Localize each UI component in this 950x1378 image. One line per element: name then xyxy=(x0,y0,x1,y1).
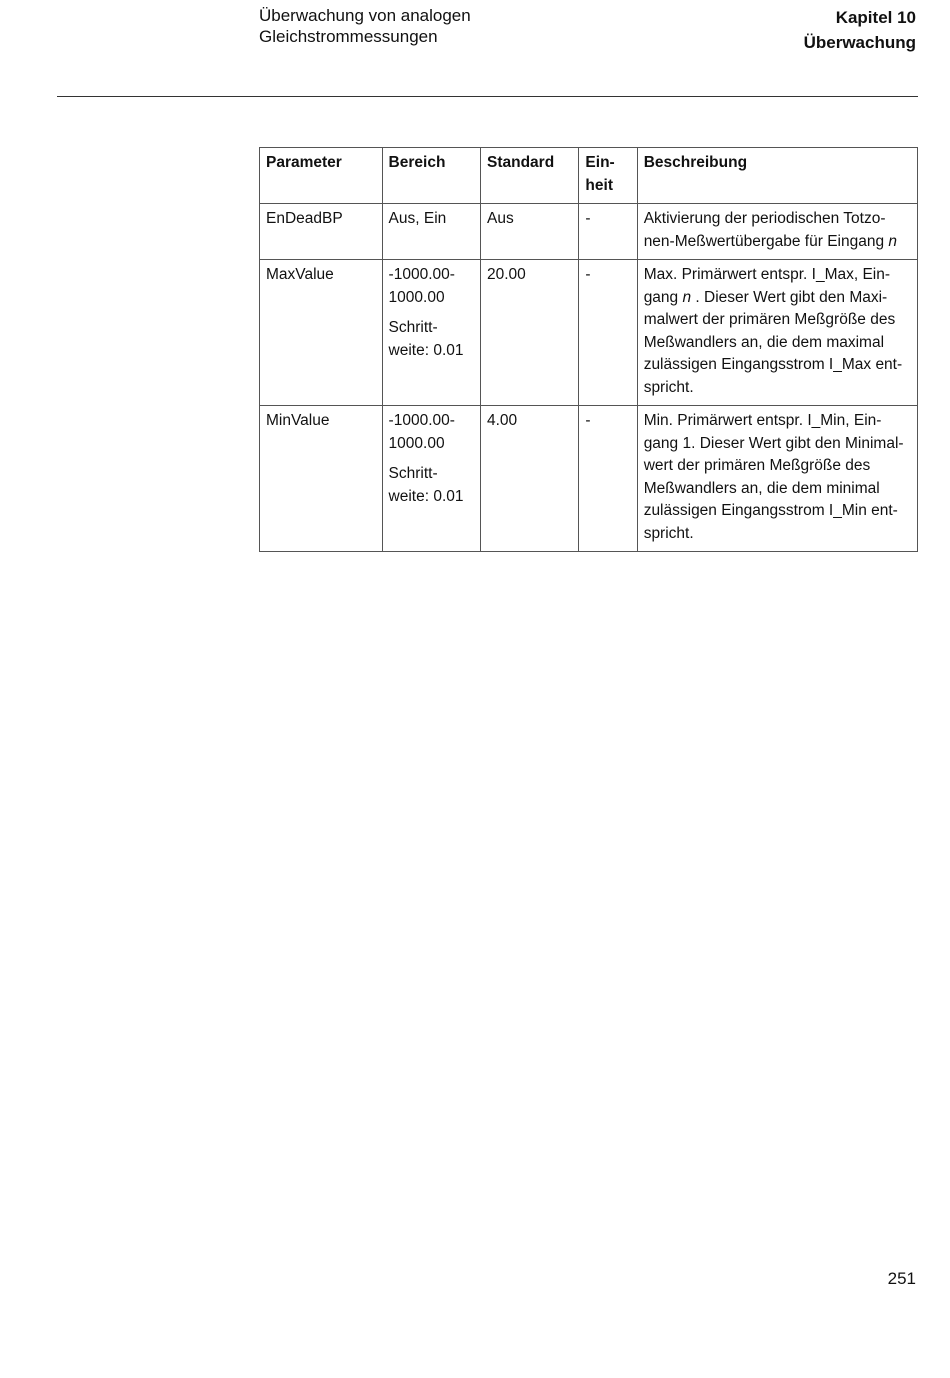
header-section-line-2: Gleichstrommessungen xyxy=(259,27,438,46)
running-header-chapter xyxy=(804,5,916,55)
step-line: Schritt- xyxy=(388,319,438,336)
cell-standard: 20.00 xyxy=(480,260,578,406)
column-header-beschreibung: Beschreibung xyxy=(637,148,917,204)
table-header-row xyxy=(260,148,918,204)
header-section-line-1: Überwachung von analogen xyxy=(259,6,471,25)
table-row xyxy=(260,260,918,406)
cell-einheit: - xyxy=(579,406,637,552)
column-header-parameter: Parameter xyxy=(260,148,383,204)
table-row xyxy=(260,204,918,260)
column-header-bereich: Bereich xyxy=(382,148,480,204)
parameter-table xyxy=(259,147,918,552)
range-line: -1000.00- xyxy=(388,266,455,283)
variable-n: n xyxy=(888,232,898,250)
cell-bereich xyxy=(382,260,480,406)
cell-parameter: EnDeadBP xyxy=(260,204,383,260)
description-line: wert der primären Meßgröße des xyxy=(643,457,871,474)
description-text: . Dieser Wert gibt den Maxi- xyxy=(691,288,888,306)
cell-standard: 4.00 xyxy=(480,406,578,552)
description-line: Meßwandlers an, die dem minimal xyxy=(643,479,880,497)
page-number: 251 xyxy=(887,1269,916,1288)
header-divider xyxy=(57,96,918,97)
description-line xyxy=(644,231,911,254)
step-line: Schritt- xyxy=(388,465,438,482)
description-line: Min. Primärwert entspr. I_Min, Ein- xyxy=(643,412,882,429)
cell-einheit: - xyxy=(579,260,637,406)
description-line: spricht. xyxy=(643,378,694,396)
column-header-einheit-line-2: heit xyxy=(585,176,613,194)
description-line: gang 1. Dieser Wert gibt den Minimal- xyxy=(643,434,904,452)
variable-n: n xyxy=(682,288,692,306)
running-header-section xyxy=(259,5,471,47)
header-chapter-number: Kapitel 10 xyxy=(835,8,916,27)
description-line: zulässigen Eingangsstrom I_Max ent- xyxy=(643,356,903,373)
range-line: 1000.00 xyxy=(388,288,445,306)
cell-bereich xyxy=(382,406,480,552)
cell-parameter: MinValue xyxy=(260,406,383,552)
description-line: malwert der primären Meßgröße des xyxy=(643,311,896,328)
cell-beschreibung xyxy=(637,260,917,406)
description-text: gang xyxy=(643,288,683,306)
cell-beschreibung xyxy=(637,204,917,260)
cell-einheit: - xyxy=(579,204,637,260)
description-line: Meßwandlers an, die dem maximal xyxy=(643,333,885,351)
description-line: spricht. xyxy=(643,524,694,542)
cell-bereich: Aus, Ein xyxy=(382,204,480,260)
header-chapter-title: Überwachung xyxy=(803,33,916,52)
description-line xyxy=(644,287,911,310)
cell-standard: Aus xyxy=(480,204,578,260)
range-line: -1000.00- xyxy=(388,412,455,429)
range-line: 1000.00 xyxy=(388,434,445,452)
column-header-einheit-line-1: Ein- xyxy=(585,154,615,171)
step-line: weite: 0.01 xyxy=(388,341,464,359)
step-line: weite: 0.01 xyxy=(388,487,464,505)
description-line: Aktivierung der periodischen Totzo- xyxy=(643,210,886,227)
cell-parameter: MaxValue xyxy=(260,260,383,406)
column-header-einheit xyxy=(579,148,637,204)
description-line: Max. Primärwert entspr. I_Max, Ein- xyxy=(643,266,891,283)
description-text: nen-Meßwertübergabe für Eingang xyxy=(643,232,889,250)
description-line: zulässigen Eingangsstrom I_Min ent- xyxy=(643,502,898,519)
table-row xyxy=(260,406,918,552)
column-header-standard: Standard xyxy=(480,148,578,204)
cell-beschreibung xyxy=(637,406,917,552)
